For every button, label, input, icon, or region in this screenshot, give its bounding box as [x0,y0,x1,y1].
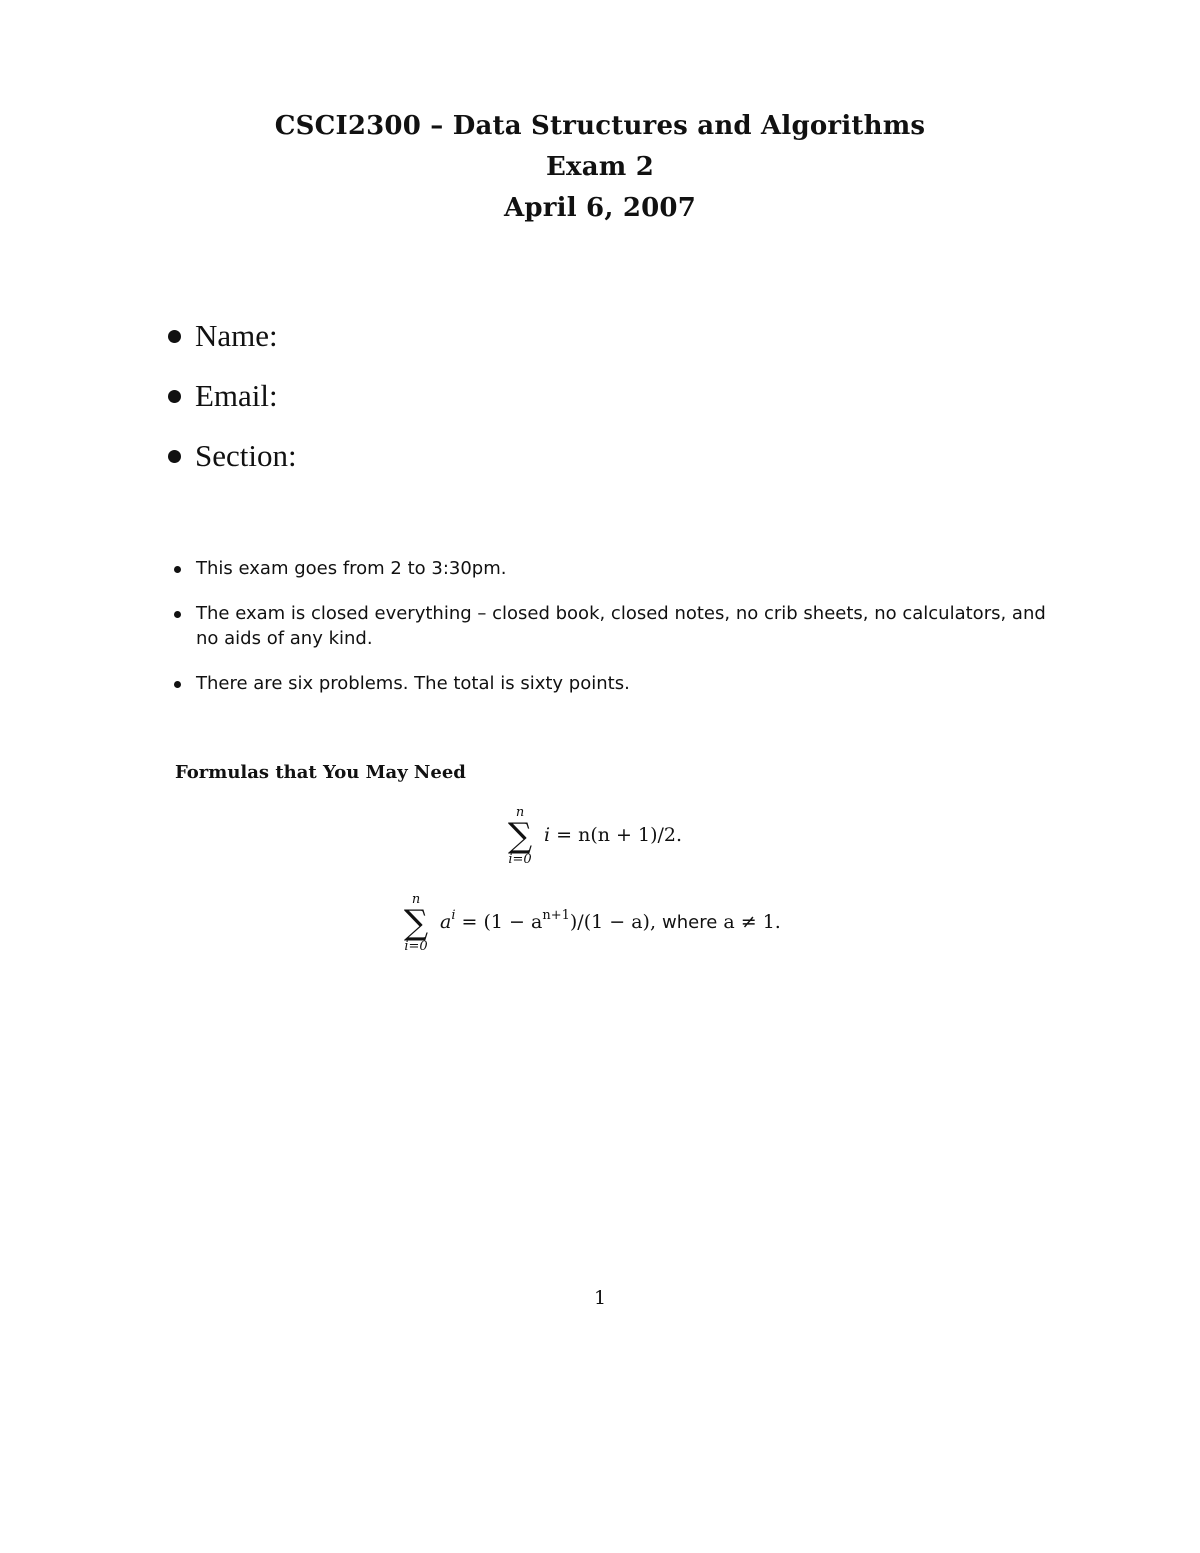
equals-sign: = [556,824,573,846]
instruction-text: There are six problems. The total is sixty points. [196,673,630,694]
formulas-heading: Formulas that You May Need [175,762,466,783]
bullet-icon [174,566,181,573]
instruction-item [172,671,1072,696]
formula-expression [440,908,781,933]
bullet-icon [168,330,181,343]
page-number: 1 [593,1287,607,1309]
base-exponent: i [451,908,456,923]
formula-result: n(n + 1)/2. [578,824,683,846]
result-open: (1 − a [483,911,543,933]
condition: a ≠ 1. [723,911,781,933]
bullet-icon [168,390,181,403]
sum-lower-limit: i=0 [404,939,428,954]
student-field-email [166,374,297,434]
email-label: Email: [195,378,278,413]
instruction-item [172,556,1072,581]
student-field-section [166,434,297,494]
sigma-icon: ∑ [507,816,533,856]
exam-title: Exam 2 [545,152,655,182]
exam-header [0,106,1200,229]
base-variable: a [440,911,452,933]
exam-date: April 6, 2007 [503,193,696,223]
bullet-icon [174,681,181,688]
sum-upper-limit: n [515,805,525,820]
student-info-list [166,314,297,494]
condition-word: where [662,912,718,933]
summation [500,806,540,868]
student-field-name [166,314,297,374]
instruction-text: This exam goes from 2 to 3:30pm. [196,558,507,579]
bullet-icon [168,450,181,463]
formula-arithmetic-sum [500,806,760,876]
sum-lower-limit: i=0 [508,852,532,867]
course-title: CSCI2300 – Data Structures and Algorithms [274,111,926,141]
result-exponent: n+1 [542,908,570,923]
instruction-item [172,601,1072,651]
summation [396,893,436,955]
bullet-icon [174,611,181,618]
result-close: )/(1 − a), [569,911,656,933]
summand: i [544,824,551,846]
instruction-text: The exam is closed everything – closed book, closed notes, no crib sheets, no calculators, and no aids of any kind. [196,603,1046,649]
formula-geometric-sum [396,893,816,963]
sigma-icon: ∑ [403,903,429,943]
sum-upper-limit: n [411,892,421,907]
name-label: Name: [195,318,278,353]
section-label: Section: [195,438,297,473]
formula-expression [544,824,682,846]
equals-sign: = [461,911,478,933]
instructions-list [172,556,1072,716]
